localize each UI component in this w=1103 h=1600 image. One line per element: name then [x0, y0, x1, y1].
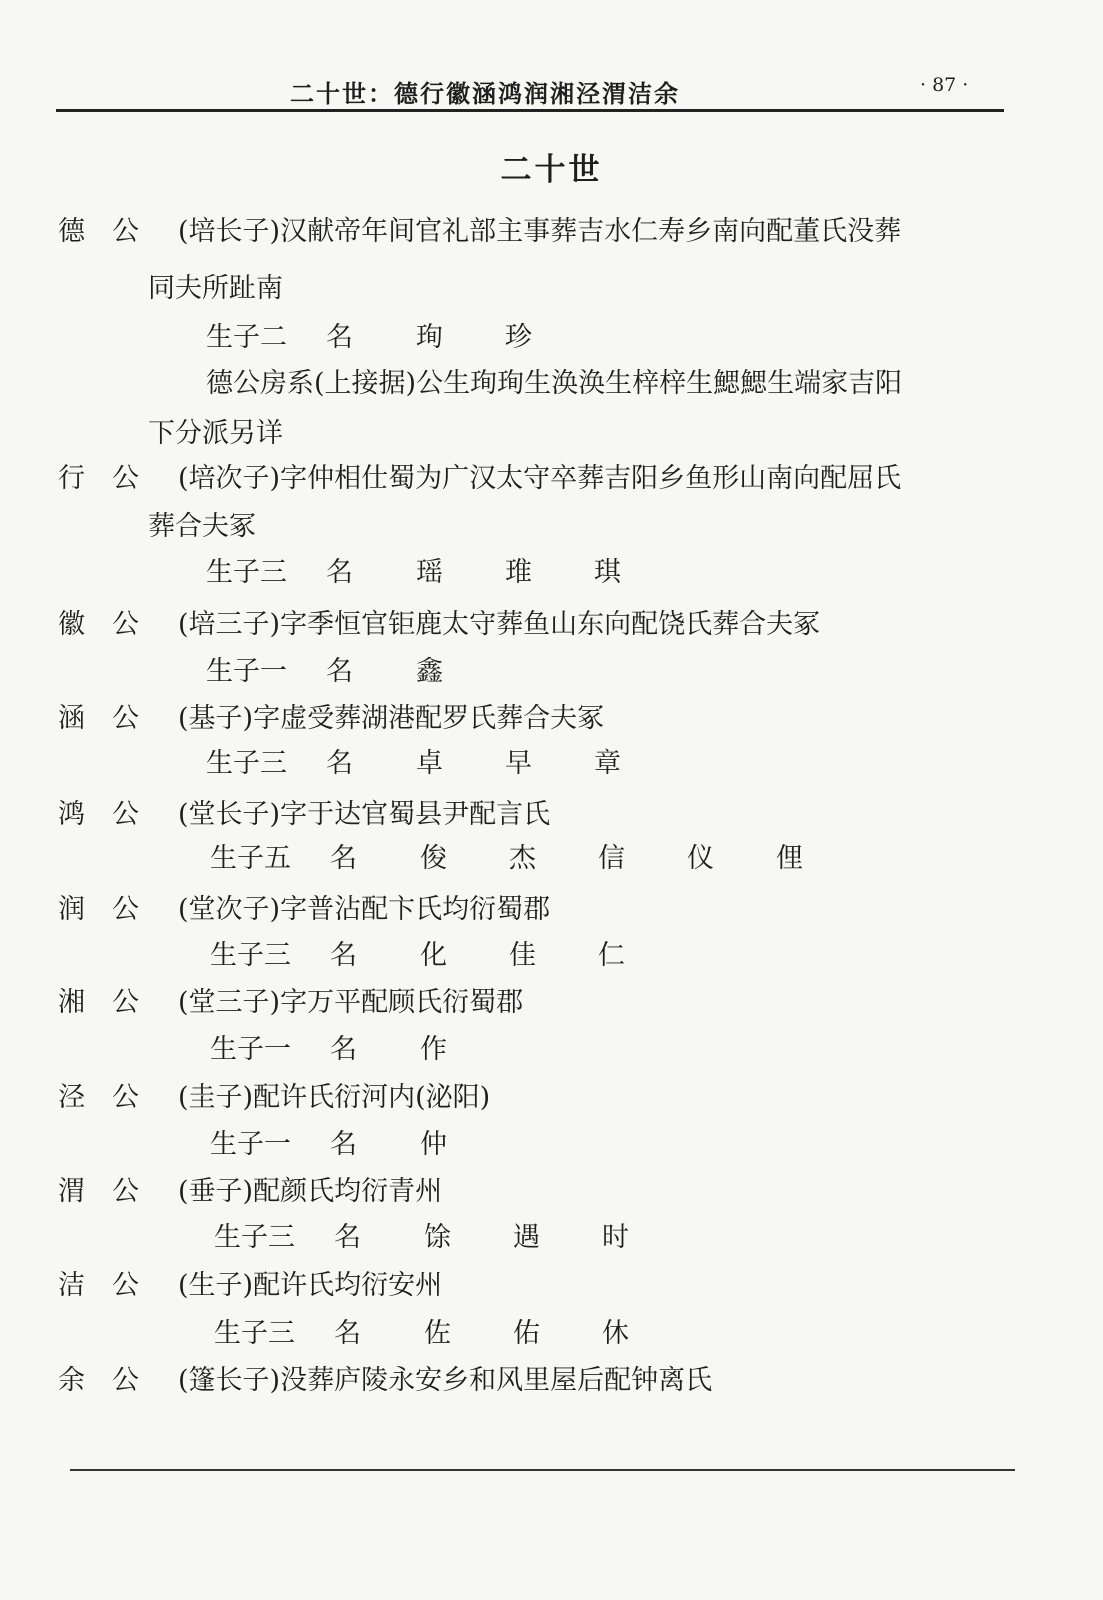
child-name: 佐: [424, 1318, 451, 1349]
running-header: 二十世：德行徽涵鸿润湘泾渭洁余: [290, 80, 680, 108]
entry-description-cont: 同夫所趾南: [148, 273, 283, 304]
entry-description: (生子)配许氏均衍安州: [178, 1270, 443, 1301]
entry-line: [58, 703, 604, 735]
ming-label: 名: [326, 557, 353, 588]
entry-line: [58, 987, 523, 1019]
children-count: 生子二: [206, 322, 287, 353]
ancestor-name: 鸿 公: [58, 799, 139, 830]
entry-line: [58, 609, 820, 641]
child-name: 珍: [505, 322, 532, 353]
child-name: 时: [602, 1222, 629, 1253]
child-name: 信: [598, 843, 625, 874]
entry-description: (篷长子)没葬庐陵永安乡和风里屋后配钟离氏: [178, 1365, 713, 1396]
entry-description-cont: 葬合夫冢: [148, 511, 256, 542]
child-name: 仪: [687, 843, 714, 874]
child-name: 卓: [416, 748, 443, 779]
children-count: 生子一: [206, 656, 287, 687]
entry-description: (圭子)配许氏衍河内(泌阳): [178, 1082, 491, 1113]
child-name: 早: [505, 748, 532, 779]
entry-line: [58, 1082, 490, 1114]
entry-line: [58, 894, 550, 926]
children-count: 生子一: [210, 1129, 291, 1160]
children-line: [214, 1222, 691, 1254]
children-line: [210, 1129, 509, 1161]
ancestor-name: 泾 公: [58, 1082, 139, 1113]
child-name: 馀: [424, 1222, 451, 1253]
child-name: 仲: [420, 1129, 447, 1160]
child-name: 鑫: [416, 656, 443, 687]
children-line: [214, 1318, 691, 1350]
child-name: 仁: [598, 940, 625, 971]
ming-label: 名: [330, 1034, 357, 1065]
entry-description: (垂子)配颜氏均衍青州: [178, 1176, 443, 1207]
children-count: 生子三: [214, 1222, 295, 1253]
bottom-rule: [70, 1469, 1015, 1471]
entry-line: [58, 463, 901, 495]
ancestor-name: 洁 公: [58, 1270, 139, 1301]
child-name: 瑶: [416, 557, 443, 588]
ancestor-name: 渭 公: [58, 1176, 139, 1207]
child-name: 俚: [776, 843, 803, 874]
children-line: [210, 1034, 509, 1066]
ancestor-name: 涵 公: [58, 703, 139, 734]
children-count: 生子一: [210, 1034, 291, 1065]
entry-description: (堂次子)字普沾配卞氏均衍蜀郡: [178, 894, 551, 925]
entry-line: [58, 216, 901, 248]
lineage-note-continued: [148, 418, 283, 450]
ming-label: 名: [334, 1318, 361, 1349]
child-name: 琟: [505, 557, 532, 588]
children-count: 生子三: [206, 557, 287, 588]
children-line: [210, 940, 687, 972]
child-name: 珣: [416, 322, 443, 353]
children-line: [206, 322, 594, 354]
lineage-note-text: 德公房系(上接据)公生珣珣生涣涣生梓梓生鰓鰓生端家吉阳: [206, 368, 903, 399]
entry-line: [58, 1176, 442, 1208]
children-count: 生子三: [214, 1318, 295, 1349]
children-line: [210, 843, 865, 875]
ming-label: 名: [326, 322, 353, 353]
children-line: [206, 656, 505, 688]
child-name: 俊: [420, 843, 447, 874]
entry-description: (培次子)字仲相仕蜀为广汉太守卒葬吉阳乡鱼形山南向配屈氏: [178, 463, 902, 494]
page-number: · 87 ·: [920, 74, 969, 96]
top-rule: [56, 109, 1004, 112]
children-count: 生子三: [210, 940, 291, 971]
child-name: 杰: [509, 843, 536, 874]
entry-description: (堂长子)字于达官蜀县尹配言氏: [178, 799, 551, 830]
entry-line: [58, 1365, 712, 1397]
entry-line: [58, 1270, 442, 1302]
ancestor-name: 德 公: [58, 216, 139, 247]
child-name: 作: [420, 1034, 447, 1065]
entry-description-continued: [148, 273, 283, 305]
section-title: 二十世: [500, 152, 603, 188]
ancestor-name: 湘 公: [58, 987, 139, 1018]
ming-label: 名: [330, 1129, 357, 1160]
children-line: [206, 748, 683, 780]
ming-label: 名: [326, 748, 353, 779]
children-count: 生子五: [210, 843, 291, 874]
child-name: 佳: [509, 940, 536, 971]
entry-description-continued: [148, 511, 256, 543]
ming-label: 名: [330, 940, 357, 971]
ancestor-name: 润 公: [58, 894, 139, 925]
ancestor-name: 徽 公: [58, 609, 139, 640]
entry-description: (培长子)汉献帝年间官礼部主事葬吉水仁寿乡南向配董氏没葬: [178, 216, 902, 247]
child-name: 休: [602, 1318, 629, 1349]
child-name: 章: [594, 748, 621, 779]
entry-description: (基子)字虚受葬湖港配罗氏葬合夫冢: [178, 703, 605, 734]
entry-description: (培三子)字季恒官钜鹿太守葬鱼山东向配饶氏葬合夫冢: [178, 609, 821, 640]
ming-label: 名: [330, 843, 357, 874]
lineage-note-cont: 下分派另详: [148, 418, 283, 449]
lineage-note: [206, 368, 902, 400]
children-count: 生子三: [206, 748, 287, 779]
child-name: 遇: [513, 1222, 540, 1253]
ming-label: 名: [334, 1222, 361, 1253]
entry-description: (堂三子)字万平配顾氏衍蜀郡: [178, 987, 524, 1018]
child-name: 化: [420, 940, 447, 971]
entry-line: [58, 799, 550, 831]
child-name: 佑: [513, 1318, 540, 1349]
ancestor-name: 行 公: [58, 463, 139, 494]
ancestor-name: 余 公: [58, 1365, 139, 1396]
children-line: [206, 557, 683, 589]
child-name: 琪: [594, 557, 621, 588]
ming-label: 名: [326, 656, 353, 687]
